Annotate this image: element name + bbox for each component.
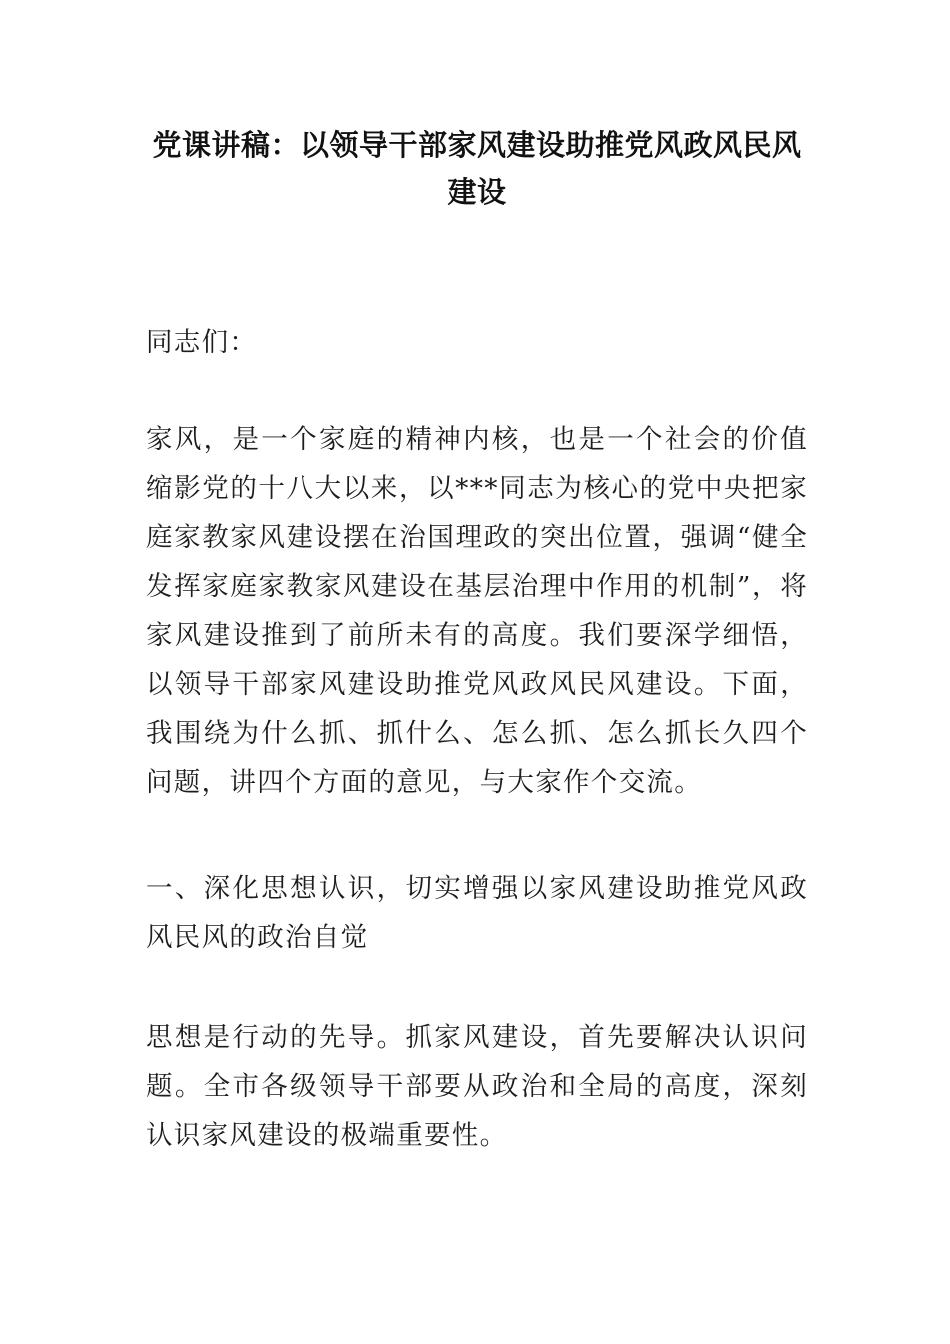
document-title: 党课讲稿：以领导干部家风建设助推党风政风民风建设	[152, 128, 802, 209]
greeting-text: 同志们：	[146, 327, 258, 358]
intro-paragraph: 家风，是一个家庭的精神内核，也是一个社会的价值缩影党的十八大以来，以***同志为核心的党中央把家庭家教家风建设摆在治国理政的突出位置，强调“健全发挥家庭家教家风建设在基层治理中作用的机制”，将家风建设推到了前所未有的高度。我们要深学细悟，以领导干部家风建设助推党风政风民风建设。下面，我围绕为什么抓、抓什么、怎么抓、怎么抓长久四个问题，讲四个方面的意见，与大家作个交流。	[146, 424, 808, 798]
section-paragraph: 思想是行动的先导。抓家风建设，首先要解决认识问题。全市各级领导干部要从政治和全局的高度，深刻认识家风建设的极端重要性。	[146, 1022, 808, 1151]
section-heading: 一、深化思想认识，切实增强以家风建设助推党风政风民风的政治自觉	[146, 873, 808, 953]
